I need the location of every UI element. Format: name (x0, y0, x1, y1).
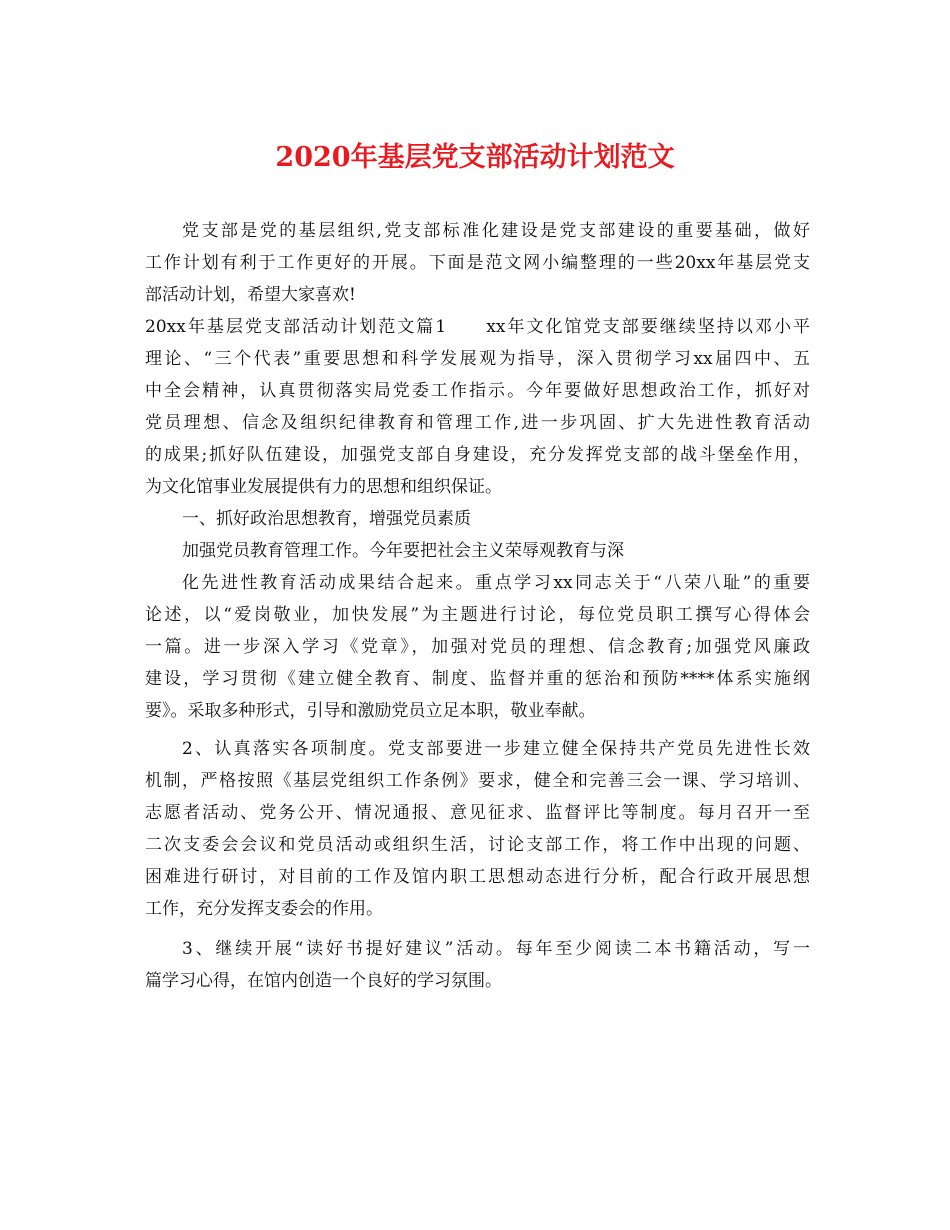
paragraph-line: 中全会精神，认真贯彻落实局党委工作指示。今年要做好思想政治工作，抓好对 (145, 381, 810, 401)
document-title: 2020年基层党支部活动计划范文 (275, 142, 675, 173)
paragraph-line: 建设，学习贯彻《建立健全教育、制度、监督并重的惩治和预防****体系实施纲 (145, 669, 810, 689)
paragraph-line: 为文化馆事业发展提供有力的思想和组织保证。 (145, 477, 502, 497)
paragraph-line: 二次支委会会议和党员活动或组织生活，讨论支部工作，将工作中出现的问题、 (145, 835, 810, 855)
paragraph-line: 机制，严格按照《基层党组织工作条例》要求，健全和完善三会一课、学习培训、 (145, 771, 810, 791)
paragraph-line: 党支部是党的基层组织,党支部标准化建设是党支部建设的重要基础，做好 (182, 221, 810, 241)
paragraph-line: 加强党员教育管理工作。今年要把社会主义荣辱观教育与深 (182, 541, 624, 561)
paragraph-line: 工作，充分发挥支委会的作用。 (145, 899, 383, 919)
paragraph-line: 篇学习心得，在馆内创造一个良好的学习氛围。 (145, 971, 502, 991)
paragraph-line: 的成果;抓好队伍建设，加强党支部自身建设，充分发挥党支部的战斗堡垒作用， (145, 445, 810, 465)
paragraph-line: 志愿者活动、党务公开、情况通报、意见征求、监督评比等制度。每月召开一至 (145, 803, 810, 823)
paragraph-line: 要》。采取多种形式，引导和激励党员立足本职，敬业奉献。 (145, 701, 596, 721)
paragraph-line: 部活动计划，希望大家喜欢! (145, 285, 356, 305)
document-body (145, 215, 810, 997)
paragraph-line: 3、继续开展“读好书提好建议”活动。每年至少阅读二本书籍活动，写一 (182, 939, 810, 959)
paragraph-line: 化先进性教育活动成果结合起来。重点学习xx同志关于“八荣八耻”的重要 (182, 573, 810, 593)
paragraph-line: 工作计划有利于工作更好的开展。下面是范文网小编整理的一些20xx年基层党支 (145, 253, 810, 273)
paragraph-line: 一篇。进一步深入学习《党章》，加强对党员的理想、信念教育;加强党风廉政 (145, 637, 810, 657)
paragraph-line: 20xx年基层党支部活动计划范文篇1 xx年文化馆党支部要继续坚持以邓小平 (145, 317, 810, 337)
paragraph-line: 2、认真落实各项制度。党支部要进一步建立健全保持共产党员先进性长效 (182, 739, 810, 759)
paragraph-line: 论述，以“爱岗敬业，加快发展”为主题进行讨论，每位党员职工撰写心得体会 (145, 605, 810, 625)
paragraph-line: 理论、“三个代表”重要思想和科学发展观为指导，深入贯彻学习xx届四中、五 (145, 349, 810, 369)
paragraph-line: 困难进行研讨，对目前的工作及馆内职工思想动态进行分析，配合行政开展思想 (145, 867, 810, 887)
section-heading: 一、抓好政治思想教育，增强党员素质 (182, 509, 471, 529)
paragraph-line: 党员理想、信念及组织纪律教育和管理工作,进一步巩固、扩大先进性教育活动 (145, 413, 810, 433)
